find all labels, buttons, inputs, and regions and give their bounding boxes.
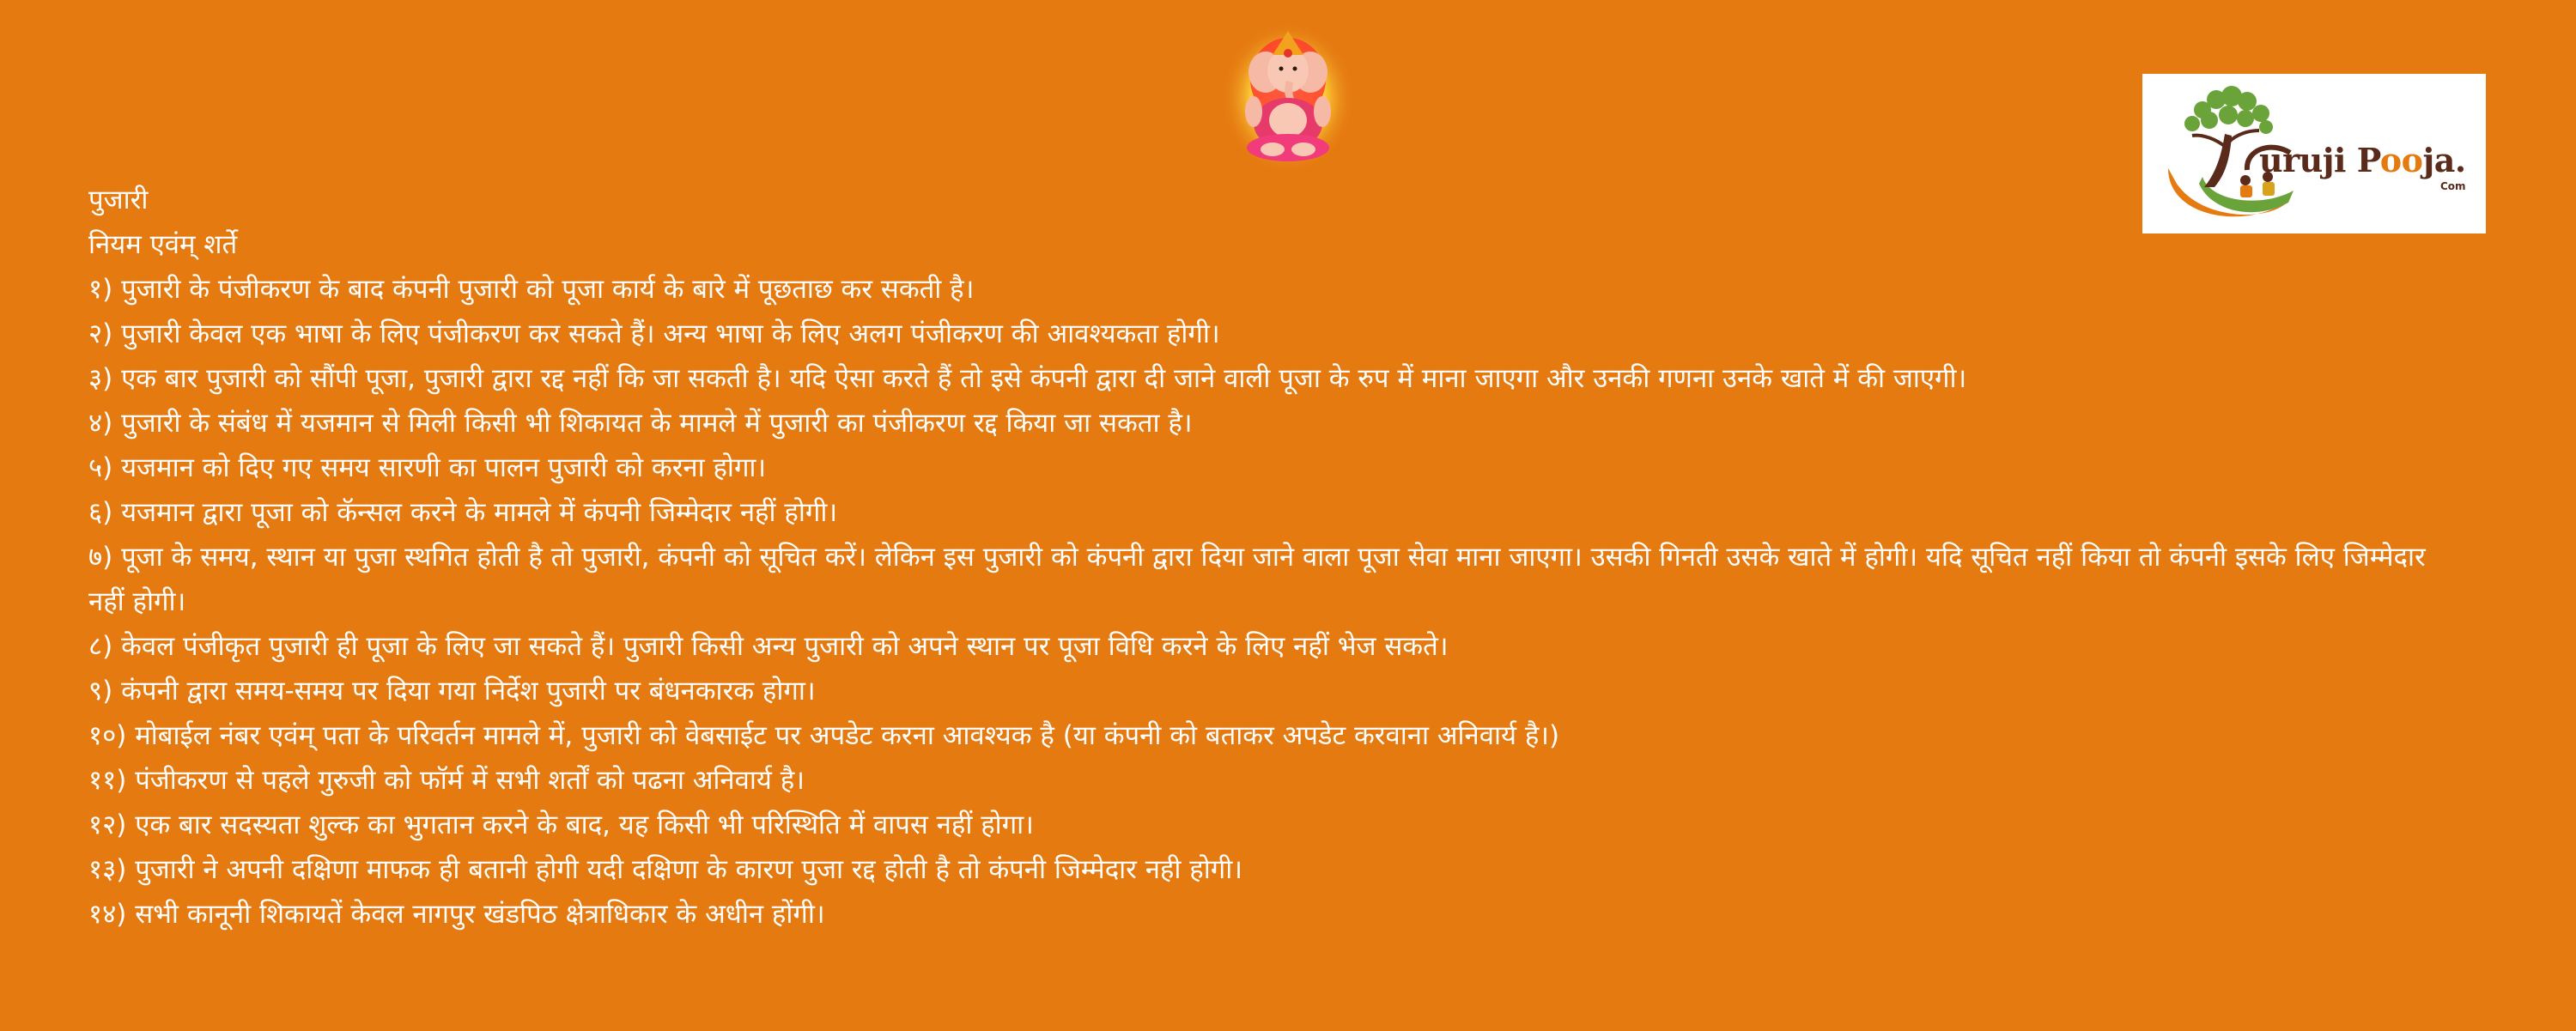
term-item: ११) पंजीकरण से पहले गुरुजी को फॉर्म में सभी शर्तों को पढना अनिवार्य है। xyxy=(88,765,805,796)
terms-content xyxy=(88,178,2493,937)
term-item: ८) केवल पंजीकृत पुजारी ही पूजा के लिए जा सकते हैं। पुजारी किसी अन्य पुजारी को अपने स्थान पर पूजा विधि करने के लिए नहीं भेज सकते। xyxy=(88,631,1449,662)
term-item: ४) पुजारी के संबंध में यजमान से मिली किसी भी शिकायत के मामले में पुजारी का पंजीकरण रद्द किया जा सकता है। xyxy=(88,408,1193,439)
term-item: ३) एक बार पुजारी को सौंपी पूजा, पुजारी द्वारा रद्द नहीं कि जा सकती है। यदि ऐसा करते हैं तो इसे कंपनी द्वारा दी जाने वाली पूजा के रुप में माना जाएगा और उनकी गणना उनके खाते में की जाएगी। xyxy=(88,363,1967,394)
term-item: १) पुजारी के पंजीकरण के बाद कंपनी पुजारी को पूजा कार्य के बारे में पूछताछ कर सकती है। xyxy=(88,274,975,305)
ganesha-idol-icon xyxy=(1219,19,1357,173)
term-item: ६) यजमान द्वारा पूजा को कॅन्सल करने के मामले में कंपनी जिम्मेदार नहीं होगी। xyxy=(88,497,838,528)
logo-domain-suffix: Com xyxy=(2440,180,2466,192)
term-item: १४) सभी कानूनी शिकायतें केवल नागपुर खंडपिठ क्षेत्राधिकार के अधीन होंगी। xyxy=(88,899,825,930)
term-item: १०) मोबाईल नंबर एवंम् पता के परिवर्तन मामले में, पुजारी को वेबसाईट पर अपडेट करना आवश्यक है (या कंपनी को बताकर अपडेट करवाना अनिवार्य है।) xyxy=(88,720,1560,751)
term-item: १३) पुजारी ने अपनी दक्षिणा माफक ही बतानी होगी यदी दक्षिणा के कारण पुजा रद्द होती है तो कंपनी जिम्मेदार नही होगी। xyxy=(88,854,1242,885)
term-item: १२) एक बार सदस्यता शुल्क का भुगतान करने के बाद, यह किसी भी परिस्थिति में वापस नहीं होगा। xyxy=(88,810,1034,840)
term-item: ९) कंपनी द्वारा समय-समय पर दिया गया निर्देश पुजारी पर बंधनकारक होगा। xyxy=(88,676,816,707)
term-item: २) पुजारी केवल एक भाषा के लिए पंजीकरण कर सकते हैं। अन्य भाषा के लिए अलग पंजीकरण की आवश्यकता होगी। xyxy=(88,318,1220,349)
page-title: पुजारी xyxy=(88,185,149,215)
term-item: ५) यजमान को दिए गए समय सारणी का पालन पुजारी को करना होगा। xyxy=(88,452,767,483)
term-item: ७) पूजा के समय, स्थान या पुजा स्थगित होती है तो पुजारी, कंपनी को सूचित करें। लेकिन इस पुजारी को कंपनी द्वारा दिया जाने वाला पूजा सेवा माना जाएगा। उसकी गिनती उसके खाते में होगी। यदि सूचित नहीं किया तो कंपनी इसके लिए जिम्मेदार नहीं होगी। xyxy=(88,542,2426,617)
logo-brand-text: uruji Pooja. xyxy=(2259,141,2466,179)
terms-heading: नियम एवंम् शर्ते xyxy=(88,229,238,260)
